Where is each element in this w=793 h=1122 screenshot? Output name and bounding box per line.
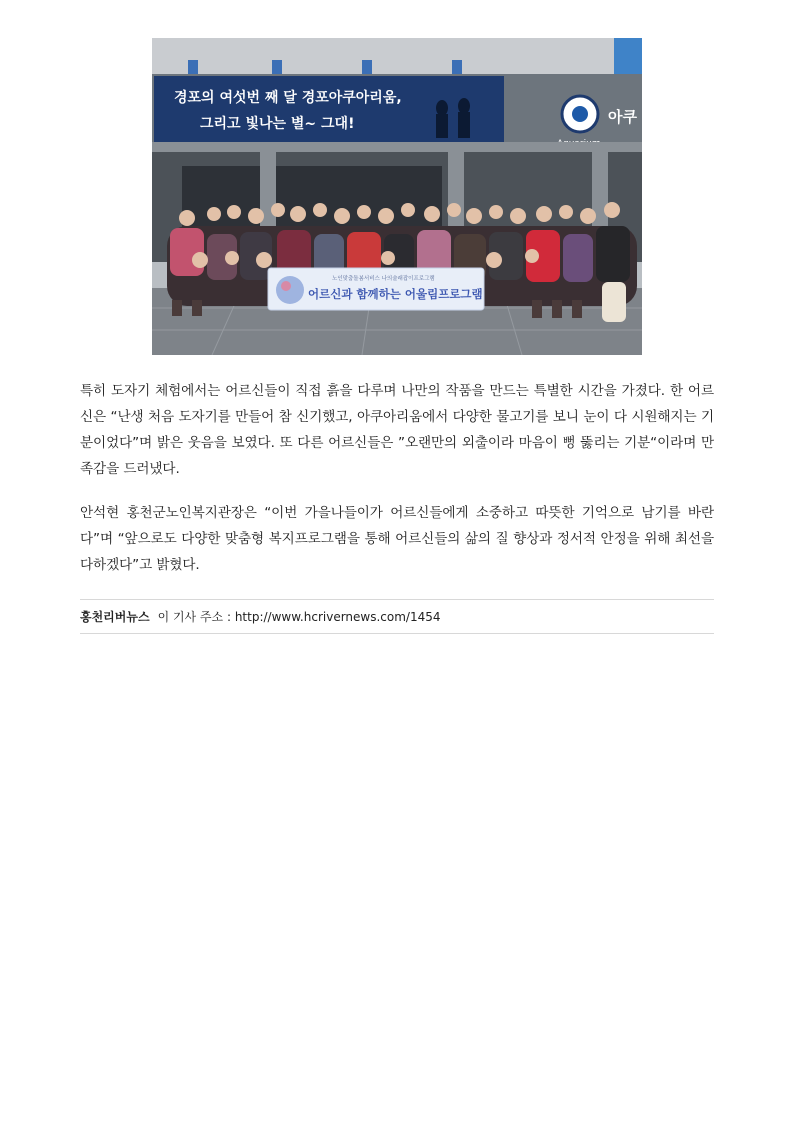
article-url-label[interactable]: 이 기사 주소 : http://www.hcrivernews.com/1454 — [157, 610, 441, 624]
divider — [80, 599, 714, 600]
outlet-name: 홍천리버뉴스 — [80, 610, 150, 624]
article-photo — [152, 38, 642, 355]
banner-line1: 경포의 여섯번 째 달 경포아쿠아리움, — [174, 90, 402, 106]
divider — [80, 633, 714, 634]
article-paragraph: 특히 도자기 체험에서는 어르신들이 직접 흙을 다루며 나만의 작품을 만드는 특별한 시간을 가졌다. 한 어르신은 “난생 처음 도자기를 만들어 참 신기했고, 아쿠아리움에서 다양한 물고기를 보니 눈이 다 시원해지는 기분이었다”며 밝은 웃음을 보였다. 또 다른 어르신들은 ”오랜만의 외출이라 마음이 뻥 뚫리는 기분“이라며 만족감을 드러냈다. — [80, 383, 714, 477]
article-paragraph: 안석현 홍천군노인복지관장은 “이번 가을나들이가 어르신들에게 소중하고 따뜻한 기억으로 남기를 바란다”며 “앞으로도 다양한 맞춤형 복지프로그램을 통해 어르신들의 삶의 질 향상과 정서적 안정을 위해 최선을 다하겠다”고 밝혔다. — [80, 505, 714, 573]
article-source — [80, 609, 441, 625]
group-photo-illustration — [152, 38, 642, 355]
group-banner-main: 어르신과 함께하는 어울림프로그램 — [308, 287, 483, 301]
banner-line2: 그리고 빛나는 별~ 그대! — [200, 116, 355, 132]
aquarium-sign-partial: 아쿠 — [608, 108, 637, 126]
group-banner-small: 노인맞춤돌봄서비스 나의술래잡이프로그램 — [332, 276, 435, 282]
banner-background — [154, 76, 504, 142]
